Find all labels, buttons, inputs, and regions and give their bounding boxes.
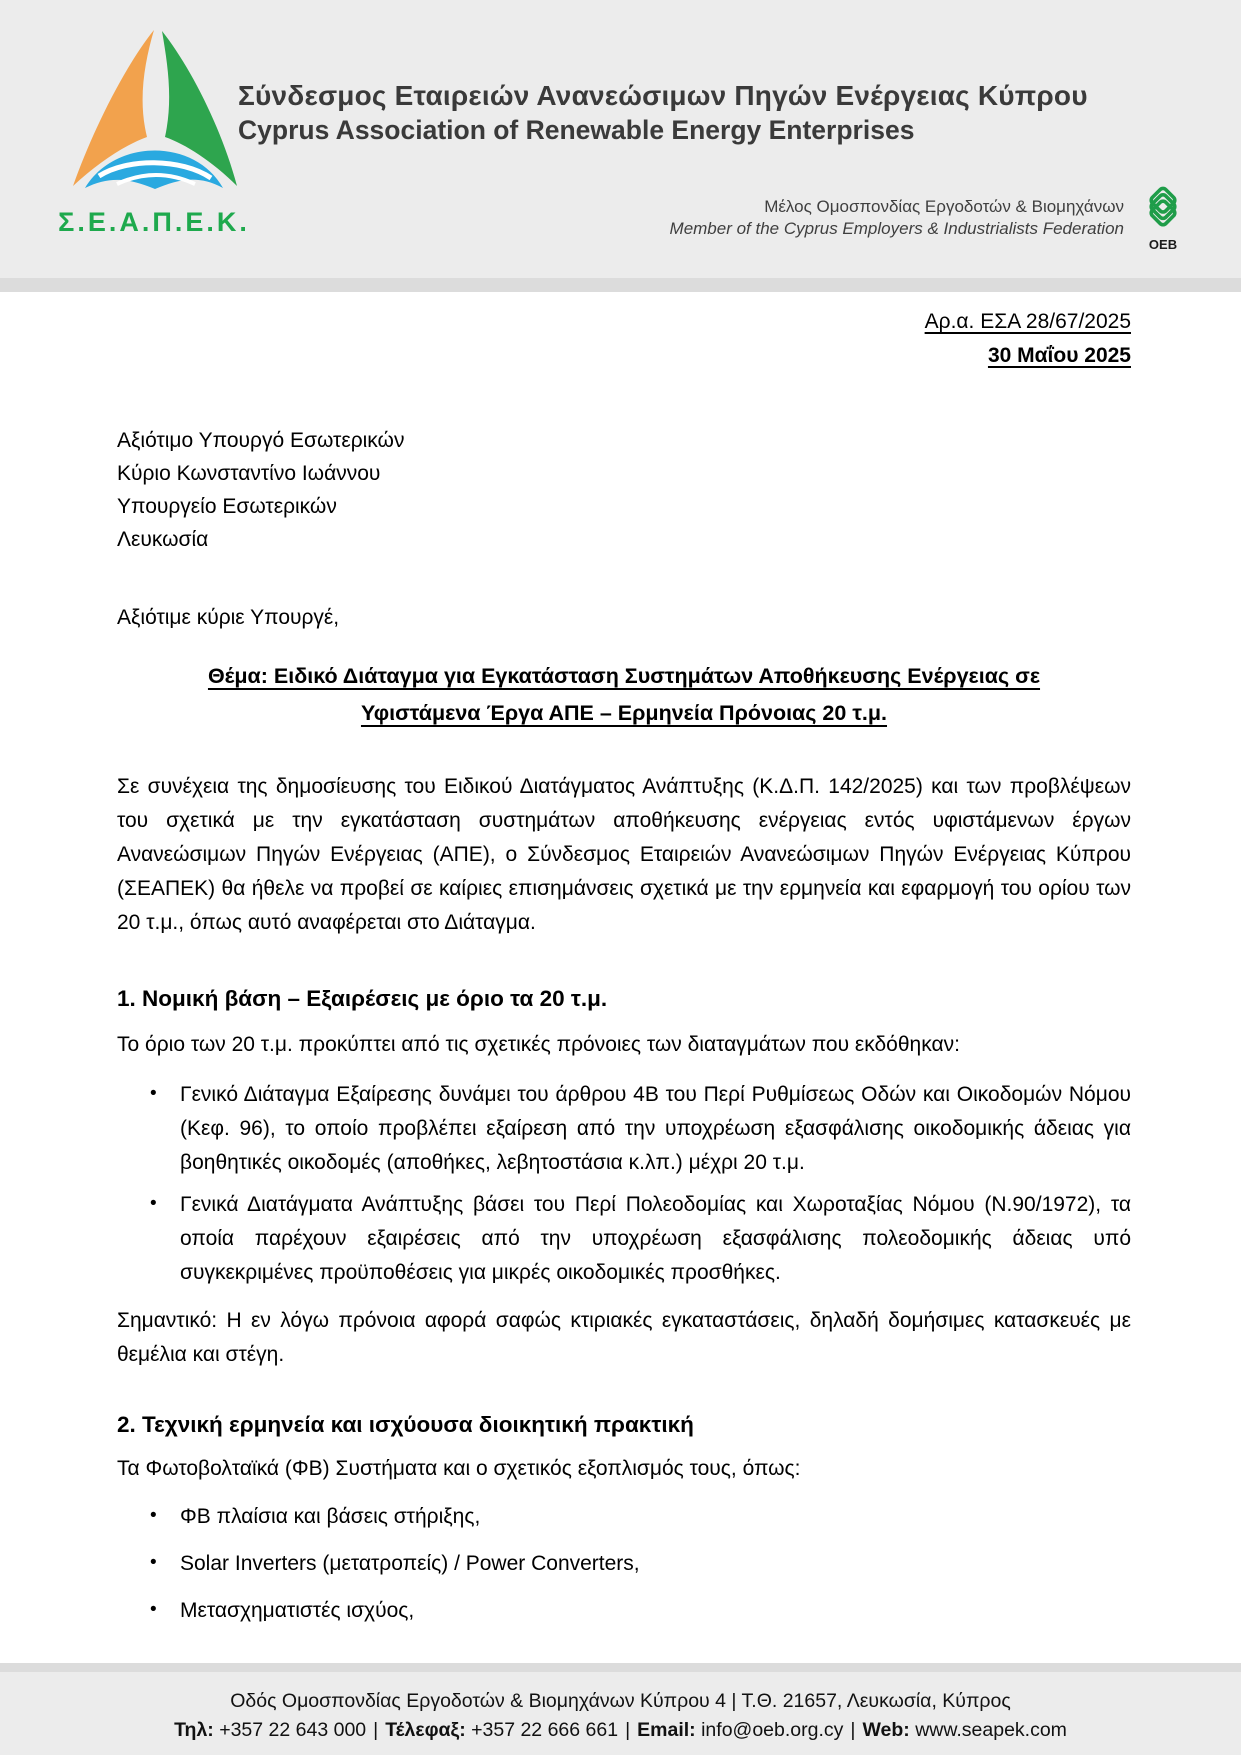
- subject-line-2: Υφιστάμενα Έργα ΑΠΕ – Ερμηνεία Πρόνοιας 20 τ.μ.: [360, 701, 888, 725]
- org-name-greek: Σύνδεσμος Εταιρειών Ανανεώσιμων Πηγών Ενέργειας Κύπρου: [238, 80, 1088, 111]
- list-item: [117, 1500, 1131, 1534]
- federation-membership: [670, 184, 1189, 252]
- intro-paragraph: Σε συνέχεια της δημοσίευσης του Ειδικού Διατάγματος Ανάπτυξης (Κ.Δ.Π. 142/2025) και των προβλέψεων του σχετικά με την εγκατάσταση συστημάτων αποθήκευσης ενέργειας εντός υφιστάμενων έργων Ανανεώσιμων Πηγών Ενέργειας (ΑΠΕ), ο Σύνδεσμος Εταιρειών Ανανεώσιμων Πηγών Ενέργειας Κύπρου (ΣΕΑΠΕΚ) θα ήθελε να προβεί σε καίριες επισημάνσεις σχετικά με την ερμηνεία και εφαρμογή του ορίου των 20 τ.μ., όπως αυτό αναφέρεται στο Διάταγμα.: [117, 775, 1131, 934]
- separator: |: [850, 1719, 856, 1741]
- section-2-heading: 2. Τεχνική ερμηνεία και ισχύουσα διοικητική πρακτική: [117, 1412, 694, 1437]
- bullet-icon: •: [150, 1552, 157, 1573]
- footer-address: Οδός Ομοσπονδίας Εργοδοτών & Βιομηχάνων Κύπρου 4 | Τ.Θ. 21657, Λευκωσία, Κύπρος: [230, 1690, 1011, 1712]
- membership-text: [670, 196, 1124, 240]
- list-item: [117, 1078, 1131, 1180]
- bullet-text: Γενικά Διατάγματα Ανάπτυξης βάσει του Περί Πολεοδομίας και Χωροταξίας Νόμου (Ν.90/1972), τα οποία παρέχουν εξαιρέσεις από την υποχρέωση εξασφάλισης πολεοδομικής άδειας υπό συγκεκριμένες προϋποθέσεις για μικρές οικοδομικές προσθήκες.: [180, 1193, 1131, 1284]
- section-2-lead: Τα Φωτοβολταϊκά (ΦΒ) Συστήματα και ο σχετικός εξοπλισμός τους, όπως:: [117, 1457, 801, 1480]
- section-2-bullets: [117, 1500, 1131, 1628]
- recipient-line: Λευκωσία: [117, 528, 209, 551]
- fax-value: +357 22 666 661: [471, 1719, 619, 1741]
- bullet-icon: •: [150, 1505, 157, 1526]
- bullet-icon: •: [150, 1193, 157, 1214]
- org-titles: [238, 80, 1088, 146]
- subject-block: [117, 658, 1131, 732]
- subject-line-1: Θέμα: Ειδικό Διάταγμα για Εγκατάσταση Συστημάτων Αποθήκευσης Ενέργειας σε: [207, 664, 1041, 688]
- important-note: Σημαντικό: Η εν λόγω πρόνοια αφορά σαφώς κτιριακές εγκαταστάσεις, δηλαδή δομήσιμες κατασκευές με θεμέλια και στέγη.: [117, 1309, 1131, 1366]
- email-label: Email:: [637, 1719, 696, 1741]
- footer-contacts: [0, 1716, 1241, 1745]
- letter-footer: [0, 1663, 1241, 1755]
- bullet-text: ΦΒ πλαίσια και βάσεις στήριξης,: [180, 1505, 481, 1528]
- recipient-line: Υπουργείο Εσωτερικών: [117, 495, 337, 518]
- salutation: Αξιότιμε κύριε Υπουργέ,: [117, 606, 340, 629]
- header-divider: [0, 278, 1241, 292]
- recipient-line: Κύριο Κωνσταντίνο Ιωάννου: [117, 462, 381, 485]
- org-name-english: Cyprus Association of Renewable Energy Enterprises: [238, 115, 915, 145]
- oeb-logo-block: [1137, 184, 1189, 252]
- recipient-block: [117, 424, 1131, 556]
- section-1-bullets: [117, 1078, 1131, 1290]
- tel-label: Τηλ:: [174, 1719, 214, 1741]
- tel-value: +357 22 643 000: [219, 1719, 367, 1741]
- logo-acronym: Σ.Ε.Α.Π.Ε.Κ.: [58, 207, 250, 237]
- section-1-heading: 1. Νομική βάση – Εξαιρέσεις με όριο τα 20 τ.μ.: [117, 986, 608, 1011]
- bullet-icon: •: [150, 1083, 157, 1104]
- fax-label: Τέλεφαξ:: [385, 1719, 466, 1741]
- bullet-icon: •: [150, 1599, 157, 1620]
- bullet-text: Solar Inverters (μετατροπείς) / Power Converters,: [180, 1552, 640, 1575]
- seapek-logo-block: [58, 26, 250, 238]
- membership-line-english: Member of the Cyprus Employers & Industrialists Federation: [669, 219, 1124, 238]
- bullet-text: Γενικό Διάταγμα Εξαίρεσης δυνάμει του άρθρου 4Β του Περί Ρυθμίσεως Οδών και Οικοδομών Νόμου (Κεφ. 96), το οποίο προβλέπει εξαίρεση από την υποχρέωση εξασφάλισης οικοδομικής άδειας για βοηθητικές οικοδομές (αποθήκες, λεβητοστάσια κ.λπ.) μέχρι 20 τ.μ.: [180, 1083, 1131, 1174]
- seapek-logo-icon: [65, 26, 243, 198]
- reference-number: Αρ.α. ΕΣΑ 28/67/2025: [924, 310, 1131, 333]
- letter-body: [0, 292, 1241, 1628]
- email-value: info@oeb.org.cy: [701, 1719, 844, 1741]
- letterhead: [0, 0, 1241, 278]
- separator: |: [625, 1719, 631, 1741]
- letter-meta: [117, 292, 1131, 368]
- list-item: [117, 1188, 1131, 1290]
- section-1-lead: Το όριο των 20 τ.μ. προκύπτει από τις σχετικές πρόνοιες των διαταγμάτων που εκδόθηκαν:: [117, 1033, 960, 1056]
- bullet-text: Μετασχηματιστές ισχύος,: [180, 1599, 415, 1622]
- membership-line-greek: Μέλος Ομοσπονδίας Εργοδοτών & Βιομηχάνων: [764, 197, 1124, 216]
- list-item: [117, 1594, 1131, 1628]
- oeb-logo-icon: [1137, 184, 1189, 234]
- letter-date: 30 Μαΐου 2025: [987, 344, 1131, 367]
- web-label: Web:: [862, 1719, 910, 1741]
- separator: |: [373, 1719, 379, 1741]
- oeb-label: OEB: [1148, 237, 1178, 252]
- web-value: www.seapek.com: [915, 1719, 1067, 1741]
- list-item: [117, 1547, 1131, 1581]
- recipient-line: Αξιότιμο Υπουργό Εσωτερικών: [117, 429, 405, 452]
